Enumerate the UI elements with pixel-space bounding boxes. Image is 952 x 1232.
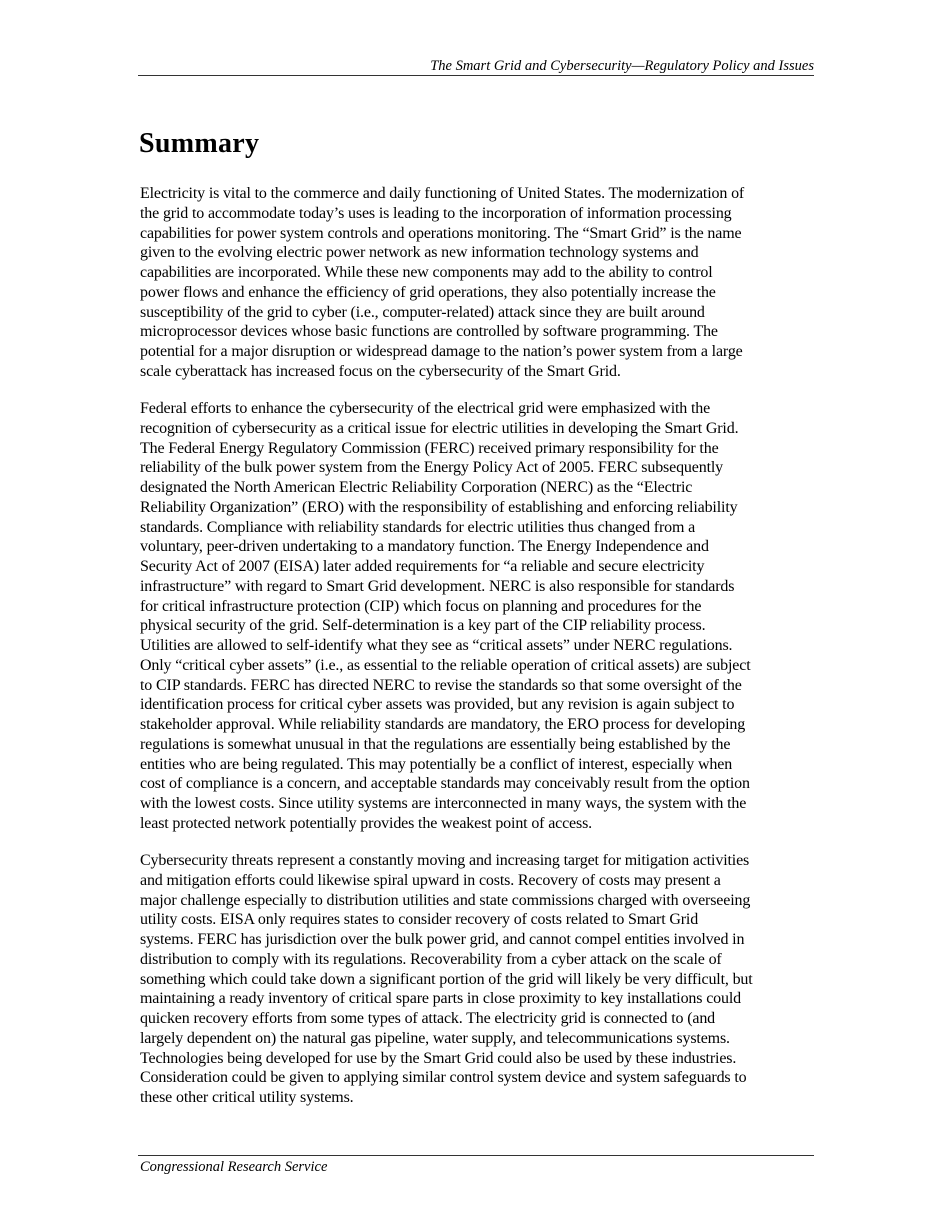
running-header: The Smart Grid and Cybersecurity—Regulatory Policy and Issues [430,58,814,74]
text-line: infrastructure” with regard to Smart Grid development. NERC is also responsible for standards [140,577,735,595]
text-line: utility costs. EISA only requires states to consider recovery of costs related to Smart Grid [140,911,699,929]
text-line: distribution to comply with its regulations. Recoverability from a cyber attack on the scale of [140,950,722,968]
text-line: capabilities for power system controls and operations monitoring. The “Smart Grid” is the name [140,224,742,242]
text-line: major challenge especially to distribution utilities and state commissions charged with overseeing [140,891,751,909]
text-line: physical security of the grid. Self-determination is a key part of the CIP reliability process. [140,617,706,635]
text-line: The Federal Energy Regulatory Commission (FERC) received primary responsibility for the [140,439,719,457]
text-line: identification process for critical cyber assets was provided, but any revision is again subject to [140,696,735,714]
text-line: susceptibility of the grid to cyber (i.e., computer-related) attack since they are built around [140,303,705,321]
text-line: Federal efforts to enhance the cybersecurity of the electrical grid were emphasized with the [140,400,711,417]
section-title: Summary [139,128,260,159]
text-line: power flows and enhance the efficiency of grid operations, they also potentially increase the [140,283,716,301]
text-line: recognition of cybersecurity as a critical issue for electric utilities in developing the Smart Grid. [140,419,739,437]
text-line: something which could take down a significant portion of the grid will likely be very difficult, but [140,970,753,988]
paragraph-1 [140,184,820,382]
text-line: entities who are being regulated. This may potentially be a conflict of interest, especially when [140,755,733,773]
text-line: cost of compliance is a concern, and acceptable standards may conceivably result from the option [140,775,750,793]
text-line: potential for a major disruption or widespread damage to the nation’s power system from a large [140,343,743,360]
text-line: scale cyberattack has increased focus on the cybersecurity of the Smart Grid. [140,362,621,380]
text-line: stakeholder approval. While reliability standards are mandatory, the ERO process for developing [140,716,746,733]
text-line: standards. Compliance with reliability standards for electric utilities thus changed from a [140,518,696,536]
text-line: maintaining a ready inventory of critical spare parts in close proximity to key installations could [140,990,741,1008]
header-divider [138,75,814,76]
text-line: capabilities are incorporated. While these new components may add to the ability to control [140,264,713,281]
text-line: for critical infrastructure protection (CIP) which focus on planning and procedures for the [140,597,702,615]
text-line: designated the North American Electric Reliability Corporation (NERC) as the “Electric [140,479,693,496]
footer-publisher: Congressional Research Service [140,1159,328,1175]
text-line: Security Act of 2007 (EISA) later added requirements for “a reliable and secure electricity [140,558,705,575]
text-line: Cybersecurity threats represent a constantly moving and increasing target for mitigation activities [140,852,750,869]
text-line: largely dependent on) the natural gas pipeline, water supply, and telecommunications systems. [140,1029,730,1047]
text-line: with the lowest costs. Since utility systems are interconnected in many ways, the system with the [140,795,747,812]
text-line: microprocessor devices whose basic functions are controlled by software programming. The [140,323,718,341]
paragraph-3 [140,851,820,1108]
text-line: given to the evolving electric power network as new information technology systems and [140,244,699,262]
text-line: these other critical utility systems. [140,1089,354,1106]
text-line: the grid to accommodate today’s uses is leading to the incorporation of information processing [140,204,732,222]
text-line: quicken recovery efforts from some types of attack. The electricity grid is connected to (and [140,1010,716,1027]
text-line: Reliability Organization” (ERO) with the responsibility of establishing and enforcing reliability [140,498,738,516]
text-line: regulations is somewhat unusual in that the regulations are essentially being established by the [140,735,731,753]
text-line: voluntary, peer-driven undertaking to a mandatory function. The Energy Independence and [140,538,709,556]
text-line: Consideration could be given to applying similar control system device and system safeguards to [140,1069,747,1087]
text-line: systems. FERC has jurisdiction over the bulk power grid, and cannot compel entities involved in [140,931,745,948]
text-line: Technologies being developed for use by the Smart Grid could also be used by these industries. [140,1049,737,1067]
text-line: Only “critical cyber assets” (i.e., as essential to the reliable operation of critical assets) are subject [140,656,751,674]
paragraph-2 [140,399,820,834]
text-line: and mitigation efforts could likewise spiral upward in costs. Recovery of costs may present a [140,871,721,889]
text-line: least protected network potentially provides the weakest point of access. [140,814,593,832]
footer-divider [138,1155,814,1156]
text-line: Utilities are allowed to self-identify what they see as “critical assets” under NERC regulations. [140,637,733,654]
text-line: to CIP standards. FERC has directed NERC to revise the standards so that some oversight of the [140,676,742,694]
text-line: reliability of the bulk power system from the Energy Policy Act of 2005. FERC subsequently [140,459,724,477]
text-line: Electricity is vital to the commerce and daily functioning of United States. The modernization of [140,185,745,202]
